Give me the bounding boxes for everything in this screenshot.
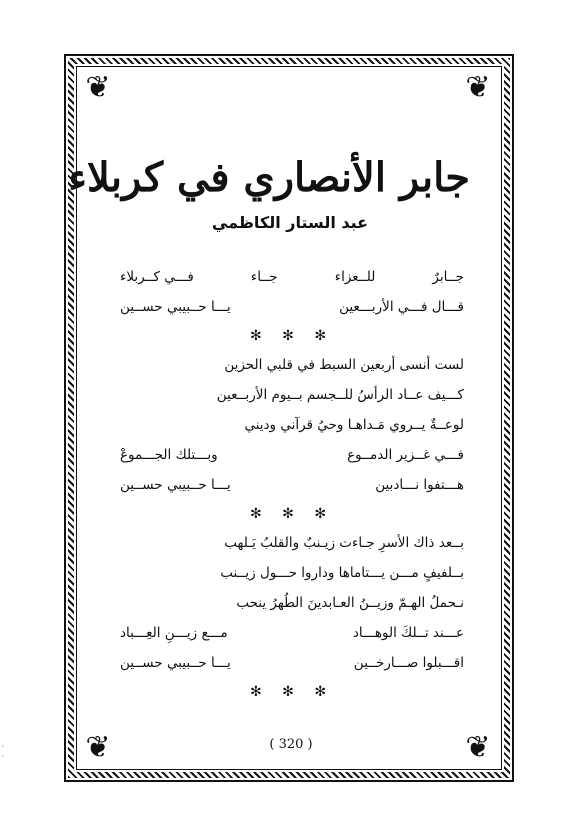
stanza-separator: ✻ ✻ ✻ [249, 506, 335, 522]
poem-body [120, 262, 464, 706]
verse-segment: فـــي غــزير الدمــوع [347, 447, 464, 463]
verse-line [120, 470, 464, 500]
verse-segment: فـــي كــربلاء [120, 269, 194, 285]
verse-segment: لوعــةٌ يــروي مَـداهـا وحيُ قرآني وديني [244, 417, 464, 433]
verse-line [120, 350, 464, 380]
verse-segment: مـــع زيـــنِ العِـــباد [120, 625, 228, 641]
verse-segment: وبـــتلك الجـــموعْ [120, 447, 218, 463]
verse-segment: يـــا حــبيبي حســين [120, 655, 231, 671]
verse-line [120, 588, 464, 618]
corner-ornament-icon: ❦ [465, 70, 491, 105]
verse-segment: بــلفيفٍ مـــن يـــتاماها وداروا حـــول زيــنب [220, 565, 464, 581]
verse-segment: نـحملُ الهـمّ وزيــنُ العـابدينَ الطُهرُ ينحب [236, 595, 464, 611]
verse-segment: هـــتفوا نـــادبين [375, 477, 464, 493]
verse-segment: كـــيف عــاد الرأسُ للــجسم بــيوم الأربــعين [216, 387, 464, 403]
verse-segment: بــعد ذاك الأسرِ جـاءت زيـنبٌ والقلبُ يَـلهب [224, 535, 464, 551]
verse-line [120, 528, 464, 558]
verse-line [120, 380, 464, 410]
verse-line [120, 558, 464, 588]
verse-segment: لست أنسى أربعين السبط في قلبي الحزين [224, 357, 464, 373]
corner-ornament-icon: ❦ [85, 70, 111, 105]
page-number: ( 320 ) [269, 737, 313, 752]
stanza-separator: ✻ ✻ ✻ [249, 684, 335, 700]
verse-line [120, 618, 464, 648]
verse-segment: اقـــبلوا صـــارخــين [353, 655, 464, 671]
verse-segment: جــاء [250, 269, 278, 285]
stanza-separator: ✻ ✻ ✻ [249, 328, 335, 344]
verse-segment: يـــا حــبيبي حســين [120, 299, 231, 315]
corner-ornament-icon: ❦ [465, 730, 491, 765]
verse-segment: عـــند تــلكَ الوهـــاد [352, 625, 464, 641]
verse-line [120, 440, 464, 470]
verse-line [120, 292, 464, 322]
verse-segment: للــعزاء [334, 269, 376, 285]
poem-title: جابر الأنصاري في كربلاء [68, 154, 470, 201]
verse-line [120, 648, 464, 678]
scan-artifact: · · [1, 742, 4, 761]
verse-line [120, 262, 464, 292]
verse-line [120, 410, 464, 440]
verse-segment: قـــال فـــي الأربـــعين [339, 299, 464, 315]
verse-segment: يـــا حــبيبي حســين [120, 477, 231, 493]
corner-ornament-icon: ❦ [85, 730, 111, 765]
verse-segment: جــابرٌ [432, 269, 464, 285]
poet-name: عبد الستار الكاظمي [211, 213, 369, 232]
